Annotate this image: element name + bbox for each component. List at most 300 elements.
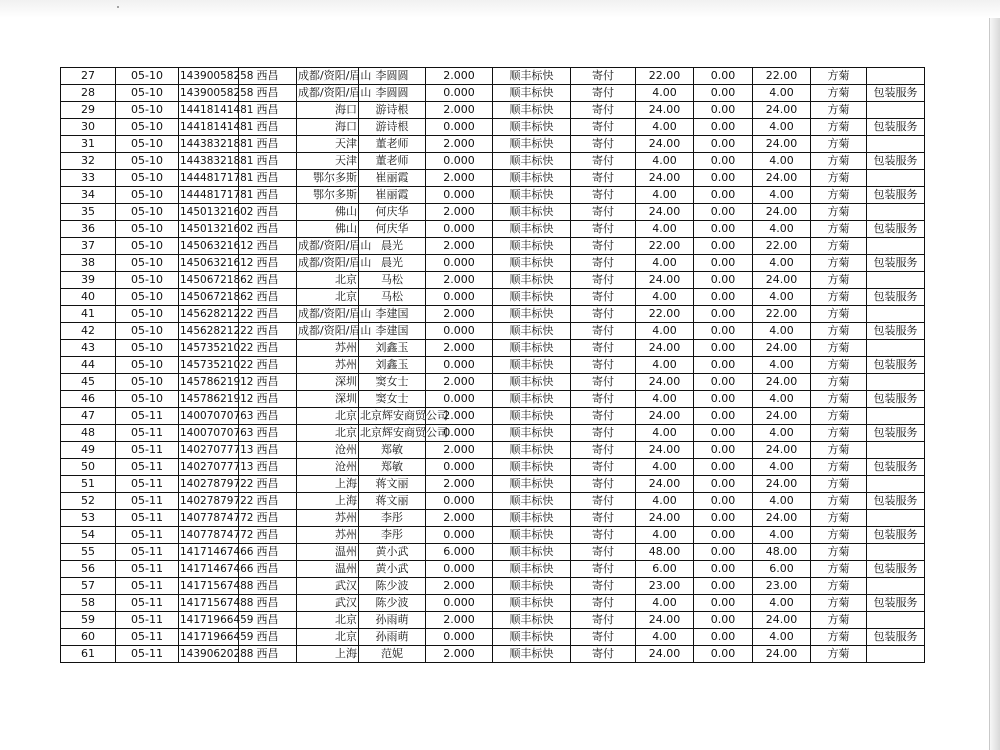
table-row [61,136,925,153]
table-row [61,595,925,612]
cell-carrier: 顺丰标快 [493,612,571,629]
cell-service: 包装服务 [867,493,925,510]
cell-total: 22.00 [753,306,811,323]
cell-payment: 寄付 [571,153,636,170]
table-row [61,544,925,561]
cell-destination: 佛山 [297,204,359,221]
cell-seq: 36 [61,221,116,238]
cell-recipient: 郑敏 [359,442,426,459]
cell-recipient: 董老师 [359,153,426,170]
cell-service: 包装服务 [867,629,925,646]
cell-seq: 44 [61,357,116,374]
cell-total: 24.00 [753,408,811,425]
cell-freight: 22.00 [636,68,694,85]
cell-origin: 西昌 [239,170,297,187]
cell-seq: 51 [61,476,116,493]
cell-origin: 西昌 [239,306,297,323]
cell-recipient: 李建国 [359,306,426,323]
cell-recipient: 李圆圆 [359,85,426,102]
cell-origin: 西昌 [239,272,297,289]
cell-freight: 4.00 [636,629,694,646]
cell-total: 22.00 [753,68,811,85]
cell-destination: 温州 [297,544,359,561]
cell-carrier: 顺丰标快 [493,595,571,612]
cell-destination: 苏州 [297,527,359,544]
cell-payment: 寄付 [571,612,636,629]
cell-carrier: 顺丰标快 [493,238,571,255]
cell-discount: 0.00 [694,595,753,612]
cell-date: 05-10 [116,340,179,357]
table-row [61,612,925,629]
cell-date: 05-11 [116,459,179,476]
cell-discount: 0.00 [694,119,753,136]
cell-recipient: 窦女士 [359,391,426,408]
table-row [61,119,925,136]
cell-payment: 寄付 [571,544,636,561]
cell-recipient: 北京辉安商贸公司 [359,408,426,425]
cell-recipient: 游诗根 [359,119,426,136]
cell-total: 4.00 [753,425,811,442]
cell-recipient: 孙雨萌 [359,629,426,646]
cell-total: 4.00 [753,527,811,544]
cell-weight: 2.000 [426,272,493,289]
cell-freight: 4.00 [636,595,694,612]
cell-discount: 0.00 [694,408,753,425]
cell-service: 包装服务 [867,323,925,340]
cell-staff: 方菊 [811,102,867,119]
cell-recipient: 陈少波 [359,578,426,595]
cell-freight: 23.00 [636,578,694,595]
cell-service [867,408,925,425]
cell-date: 05-10 [116,272,179,289]
cell-date: 05-10 [116,357,179,374]
cell-carrier: 顺丰标快 [493,527,571,544]
cell-date: 05-10 [116,204,179,221]
cell-carrier: 顺丰标快 [493,323,571,340]
cell-destination: 上海 [297,476,359,493]
cell-recipient: 刘鑫玉 [359,357,426,374]
cell-freight: 24.00 [636,612,694,629]
cell-total: 4.00 [753,221,811,238]
cell-destination: 成都/资阳/眉山 [297,255,359,272]
cell-discount: 0.00 [694,527,753,544]
cell-payment: 寄付 [571,646,636,663]
cell-weight: 0.000 [426,85,493,102]
cell-discount: 0.00 [694,170,753,187]
cell-staff: 方菊 [811,510,867,527]
cell-service [867,272,925,289]
cell-carrier: 顺丰标快 [493,289,571,306]
cell-payment: 寄付 [571,204,636,221]
cell-carrier: 顺丰标快 [493,340,571,357]
cell-total: 24.00 [753,136,811,153]
cell-staff: 方菊 [811,272,867,289]
cell-staff: 方菊 [811,153,867,170]
cell-freight: 24.00 [636,204,694,221]
cell-seq: 55 [61,544,116,561]
cell-payment: 寄付 [571,323,636,340]
scan-dust-speck [117,6,119,8]
cell-destination: 沧州 [297,459,359,476]
cell-staff: 方菊 [811,527,867,544]
cell-origin: 西昌 [239,187,297,204]
cell-date: 05-10 [116,306,179,323]
table-row [61,391,925,408]
cell-discount: 0.00 [694,323,753,340]
cell-payment: 寄付 [571,476,636,493]
cell-tracking-no: 14027077713 [179,442,239,459]
cell-service: 包装服务 [867,255,925,272]
table-row [61,255,925,272]
table-row [61,340,925,357]
cell-carrier: 顺丰标快 [493,391,571,408]
cell-service [867,646,925,663]
cell-freight: 4.00 [636,357,694,374]
cell-destination: 北京 [297,272,359,289]
cell-discount: 0.00 [694,255,753,272]
cell-weight: 2.000 [426,170,493,187]
cell-date: 05-11 [116,476,179,493]
cell-destination: 苏州 [297,340,359,357]
table-row [61,238,925,255]
cell-service [867,204,925,221]
cell-date: 05-10 [116,85,179,102]
cell-destination: 沧州 [297,442,359,459]
cell-seq: 52 [61,493,116,510]
cell-weight: 0.000 [426,459,493,476]
cell-service [867,544,925,561]
cell-date: 05-11 [116,408,179,425]
cell-origin: 西昌 [239,119,297,136]
cell-date: 05-10 [116,102,179,119]
table-row [61,510,925,527]
cell-weight: 0.000 [426,629,493,646]
cell-destination: 成都/资阳/眉山 [297,238,359,255]
cell-carrier: 顺丰标快 [493,102,571,119]
cell-tracking-no: 14448171781 [179,170,239,187]
cell-freight: 4.00 [636,527,694,544]
cell-service [867,306,925,323]
cell-recipient: 蒋文丽 [359,493,426,510]
cell-tracking-no: 14573521022 [179,357,239,374]
cell-total: 4.00 [753,595,811,612]
cell-seq: 31 [61,136,116,153]
cell-staff: 方菊 [811,595,867,612]
cell-payment: 寄付 [571,578,636,595]
cell-tracking-no: 14578621912 [179,391,239,408]
cell-date: 05-10 [116,374,179,391]
cell-tracking-no: 14578621912 [179,374,239,391]
cell-total: 24.00 [753,510,811,527]
cell-freight: 6.00 [636,561,694,578]
cell-freight: 24.00 [636,408,694,425]
cell-weight: 2.000 [426,102,493,119]
cell-recipient: 崔丽霞 [359,187,426,204]
cell-carrier: 顺丰标快 [493,119,571,136]
cell-service [867,578,925,595]
cell-staff: 方菊 [811,561,867,578]
cell-destination: 佛山 [297,221,359,238]
cell-date: 05-11 [116,442,179,459]
cell-total: 24.00 [753,476,811,493]
table-row [61,646,925,663]
cell-weight: 0.000 [426,595,493,612]
cell-destination: 温州 [297,561,359,578]
cell-tracking-no: 14506721862 [179,272,239,289]
cell-date: 05-10 [116,119,179,136]
cell-origin: 西昌 [239,85,297,102]
cell-seq: 46 [61,391,116,408]
cell-freight: 24.00 [636,170,694,187]
cell-staff: 方菊 [811,544,867,561]
cell-origin: 西昌 [239,578,297,595]
table-row [61,170,925,187]
cell-weight: 0.000 [426,425,493,442]
cell-date: 05-11 [116,527,179,544]
table-row [61,493,925,510]
cell-service: 包装服务 [867,595,925,612]
cell-date: 05-11 [116,510,179,527]
cell-tracking-no: 14438321881 [179,136,239,153]
cell-origin: 西昌 [239,238,297,255]
cell-staff: 方菊 [811,170,867,187]
cell-carrier: 顺丰标快 [493,255,571,272]
cell-freight: 24.00 [636,646,694,663]
cell-carrier: 顺丰标快 [493,476,571,493]
cell-weight: 0.000 [426,357,493,374]
cell-date: 05-10 [116,238,179,255]
cell-tracking-no: 14171467466 [179,561,239,578]
cell-seq: 33 [61,170,116,187]
cell-seq: 43 [61,340,116,357]
cell-service: 包装服务 [867,391,925,408]
cell-destination: 武汉 [297,578,359,595]
cell-discount: 0.00 [694,272,753,289]
cell-seq: 50 [61,459,116,476]
cell-carrier: 顺丰标快 [493,629,571,646]
cell-freight: 24.00 [636,442,694,459]
cell-seq: 35 [61,204,116,221]
cell-recipient: 崔丽霞 [359,170,426,187]
cell-carrier: 顺丰标快 [493,374,571,391]
cell-freight: 24.00 [636,510,694,527]
cell-carrier: 顺丰标快 [493,459,571,476]
cell-tracking-no: 14171467466 [179,544,239,561]
cell-tracking-no: 14171966459 [179,612,239,629]
table-row [61,357,925,374]
cell-discount: 0.00 [694,374,753,391]
cell-recipient: 李彤 [359,527,426,544]
cell-tracking-no: 14171567488 [179,578,239,595]
cell-discount: 0.00 [694,357,753,374]
cell-date: 05-10 [116,153,179,170]
cell-discount: 0.00 [694,102,753,119]
cell-discount: 0.00 [694,85,753,102]
cell-carrier: 顺丰标快 [493,68,571,85]
cell-weight: 0.000 [426,323,493,340]
cell-destination: 北京 [297,612,359,629]
cell-freight: 4.00 [636,493,694,510]
cell-service: 包装服务 [867,153,925,170]
cell-tracking-no: 14562821222 [179,306,239,323]
cell-payment: 寄付 [571,391,636,408]
cell-discount: 0.00 [694,238,753,255]
scan-top-shadow [0,0,1000,18]
cell-date: 05-10 [116,323,179,340]
cell-staff: 方菊 [811,646,867,663]
cell-discount: 0.00 [694,646,753,663]
cell-tracking-no: 14418141481 [179,102,239,119]
cell-total: 24.00 [753,204,811,221]
cell-staff: 方菊 [811,629,867,646]
cell-total: 4.00 [753,255,811,272]
cell-payment: 寄付 [571,221,636,238]
cell-recipient: 李圆圆 [359,68,426,85]
cell-seq: 37 [61,238,116,255]
cell-freight: 24.00 [636,340,694,357]
cell-tracking-no: 14390058258 [179,68,239,85]
cell-origin: 西昌 [239,442,297,459]
cell-freight: 4.00 [636,119,694,136]
cell-weight: 0.000 [426,119,493,136]
cell-staff: 方菊 [811,255,867,272]
cell-origin: 西昌 [239,357,297,374]
cell-origin: 西昌 [239,493,297,510]
cell-freight: 4.00 [636,391,694,408]
cell-destination: 北京 [297,629,359,646]
cell-weight: 0.000 [426,255,493,272]
cell-tracking-no: 14171966459 [179,629,239,646]
cell-payment: 寄付 [571,255,636,272]
cell-payment: 寄付 [571,289,636,306]
cell-service: 包装服务 [867,85,925,102]
cell-origin: 西昌 [239,544,297,561]
cell-staff: 方菊 [811,459,867,476]
cell-seq: 28 [61,85,116,102]
cell-total: 4.00 [753,459,811,476]
cell-tracking-no: 14027077713 [179,459,239,476]
cell-weight: 2.000 [426,442,493,459]
cell-carrier: 顺丰标快 [493,561,571,578]
cell-service: 包装服务 [867,425,925,442]
cell-weight: 2.000 [426,510,493,527]
cell-discount: 0.00 [694,578,753,595]
cell-recipient: 董老师 [359,136,426,153]
cell-seq: 27 [61,68,116,85]
cell-staff: 方菊 [811,119,867,136]
cell-seq: 61 [61,646,116,663]
cell-freight: 24.00 [636,476,694,493]
cell-seq: 41 [61,306,116,323]
cell-recipient: 黄小武 [359,561,426,578]
cell-seq: 59 [61,612,116,629]
cell-weight: 2.000 [426,578,493,595]
cell-freight: 4.00 [636,323,694,340]
cell-tracking-no: 14438321881 [179,153,239,170]
table-row [61,306,925,323]
table-row [61,221,925,238]
cell-payment: 寄付 [571,459,636,476]
table-row [61,187,925,204]
cell-freight: 24.00 [636,374,694,391]
cell-origin: 西昌 [239,374,297,391]
cell-total: 4.00 [753,357,811,374]
cell-discount: 0.00 [694,204,753,221]
cell-date: 05-11 [116,578,179,595]
cell-staff: 方菊 [811,612,867,629]
table-row [61,85,925,102]
cell-discount: 0.00 [694,493,753,510]
cell-tracking-no: 14562821222 [179,323,239,340]
cell-destination: 海口 [297,119,359,136]
cell-payment: 寄付 [571,187,636,204]
cell-destination: 成都/资阳/眉山 [297,85,359,102]
cell-date: 05-11 [116,646,179,663]
cell-carrier: 顺丰标快 [493,544,571,561]
cell-seq: 49 [61,442,116,459]
cell-recipient: 何庆华 [359,221,426,238]
cell-payment: 寄付 [571,442,636,459]
cell-origin: 西昌 [239,204,297,221]
cell-total: 24.00 [753,442,811,459]
cell-total: 48.00 [753,544,811,561]
shipment-ledger-table [60,67,925,663]
cell-total: 4.00 [753,629,811,646]
cell-staff: 方菊 [811,391,867,408]
cell-service [867,612,925,629]
cell-payment: 寄付 [571,170,636,187]
cell-total: 4.00 [753,391,811,408]
cell-staff: 方菊 [811,306,867,323]
table-row [61,374,925,391]
cell-staff: 方菊 [811,136,867,153]
cell-carrier: 顺丰标快 [493,408,571,425]
cell-carrier: 顺丰标快 [493,221,571,238]
cell-origin: 西昌 [239,102,297,119]
cell-destination: 成都/资阳/眉山 [297,323,359,340]
cell-weight: 0.000 [426,221,493,238]
cell-seq: 29 [61,102,116,119]
cell-seq: 53 [61,510,116,527]
cell-total: 4.00 [753,323,811,340]
cell-total: 24.00 [753,612,811,629]
cell-staff: 方菊 [811,204,867,221]
cell-seq: 32 [61,153,116,170]
cell-weight: 2.000 [426,238,493,255]
cell-destination: 苏州 [297,357,359,374]
cell-freight: 4.00 [636,85,694,102]
cell-staff: 方菊 [811,85,867,102]
cell-tracking-no: 14077874772 [179,510,239,527]
cell-service [867,476,925,493]
cell-date: 05-11 [116,561,179,578]
cell-carrier: 顺丰标快 [493,204,571,221]
cell-carrier: 顺丰标快 [493,357,571,374]
cell-total: 4.00 [753,153,811,170]
cell-discount: 0.00 [694,391,753,408]
cell-payment: 寄付 [571,68,636,85]
cell-seq: 60 [61,629,116,646]
cell-date: 05-11 [116,544,179,561]
cell-recipient: 陈少波 [359,595,426,612]
cell-weight: 2.000 [426,340,493,357]
cell-destination: 天津 [297,136,359,153]
cell-origin: 西昌 [239,476,297,493]
table-row [61,459,925,476]
cell-tracking-no: 14573521022 [179,340,239,357]
cell-staff: 方菊 [811,238,867,255]
cell-tracking-no: 14506721862 [179,289,239,306]
